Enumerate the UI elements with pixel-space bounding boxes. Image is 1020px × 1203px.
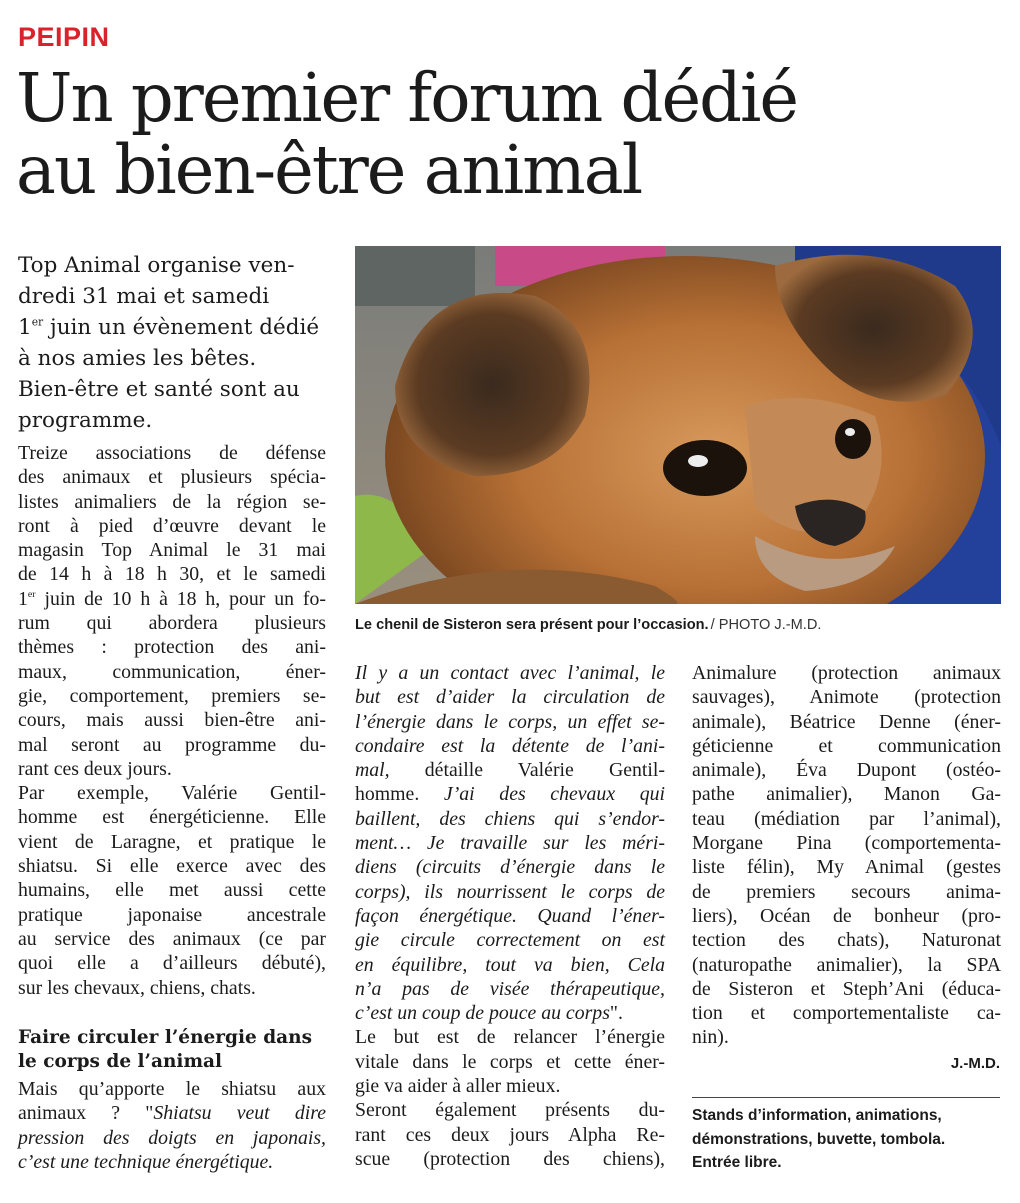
intro-line-rest: un évènement dédié	[98, 315, 320, 340]
body-line: de 14 h à 18 h 30, et le samedi	[18, 563, 326, 586]
body-line: vitale dans le corps et cette éner-	[355, 1050, 665, 1073]
quote-line: pression des doigts en japonais,	[18, 1126, 326, 1149]
body-line: maux, communication, éner-	[18, 660, 326, 683]
body-line	[355, 758, 665, 782]
photo-caption	[355, 617, 1001, 633]
date-month: juin	[50, 315, 92, 340]
body-line-rest: juin de 10 h à 18 h, pour un fo-	[44, 587, 326, 610]
body-line: animale), Béatrice Denne (éner-	[692, 710, 1001, 733]
body-line: ront à pied d’œuvre devant le	[18, 514, 326, 537]
body-line: quoi elle a d’ailleurs débuté),	[18, 952, 326, 975]
date-day: 1	[18, 587, 28, 610]
date-ordinal: er	[27, 588, 36, 600]
quote-line: but est d’aider la circulation de	[355, 686, 665, 709]
body-line: de premiers secours anima-	[692, 880, 1001, 903]
quote-line: n’a pas de visée thérapeutique,	[355, 977, 665, 1000]
body-line-roman: homme.	[355, 783, 444, 806]
quote-line: ment… Je travaille sur les méri-	[355, 832, 665, 855]
body-line: homme est énergéticienne. Elle	[18, 806, 326, 829]
body-column-3	[692, 661, 1001, 1050]
author-signature: J.-M.D.	[950, 1055, 1000, 1072]
quote-italic: mal,	[355, 759, 390, 782]
quote-italic: Shiatsu veut dire	[153, 1102, 326, 1125]
intro-line: Bien-être et santé sont au	[18, 377, 300, 402]
subheading	[18, 1026, 328, 1074]
quote-line: baillent, des chiens qui s’endor-	[355, 807, 665, 830]
body-line: pathe animalier), Manon Ga-	[692, 783, 1001, 806]
info-line: Stands d’information, animations,	[692, 1107, 942, 1124]
body-line: pratique japonaise ancestrale	[18, 903, 326, 926]
date-day: 1	[18, 315, 32, 340]
quote-line: gie circule correctement on est	[355, 929, 665, 952]
caption-text: Le chenil de Sisteron sera présent pour l’occasion.	[355, 617, 709, 633]
body-line	[355, 1001, 665, 1025]
intro-line: à nos amies les bêtes.	[18, 346, 257, 371]
body-line: nin).	[692, 1026, 729, 1049]
body-line: rant ces deux jours.	[18, 757, 172, 780]
body-line: listes animaliers de la région se-	[18, 490, 326, 513]
body-line: vient de Laragne, et pratique le	[18, 830, 326, 853]
body-line: gie va aider à aller mieux.	[355, 1075, 561, 1098]
body-line-roman: détaille Valérie Gentil-	[389, 759, 665, 782]
quote-line: diens (circuits d’énergie dans le	[355, 856, 665, 879]
body-line: shiatsu. Si elle exerce avec des	[18, 855, 326, 878]
body-column-1	[18, 441, 326, 1000]
practical-info-box	[692, 1104, 1002, 1175]
body-line: gie, comportement, premiers se-	[18, 684, 326, 707]
body-line: liers), Océan de bonheur (pro-	[692, 904, 1001, 927]
body-line: mal seront au programme du-	[18, 733, 326, 756]
headline-line: au bien-être animal	[16, 131, 642, 209]
body-line: cours, mais aussi bien-être ani-	[18, 709, 326, 732]
body-line: géticienne et communication	[692, 734, 1001, 757]
body-line: Morgane Pina (comportementa-	[692, 832, 1001, 855]
body-line: Mais qu’apporte le shiatsu aux	[18, 1078, 326, 1100]
body-line	[18, 1101, 326, 1125]
body-line: (naturopathe animalier), la SPA	[692, 953, 1001, 976]
quote-line: c’est une technique énergétique.	[18, 1150, 274, 1173]
body-line	[355, 782, 665, 806]
body-line: thèmes : protection des ani-	[18, 636, 326, 659]
body-line: rant ces deux jours Alpha Re-	[355, 1123, 665, 1146]
intro-paragraph	[18, 250, 330, 436]
dog-photo	[355, 246, 1001, 604]
body-line: au service des animaux (ce par	[18, 927, 326, 950]
intro-line: Top Animal organise ven-	[18, 253, 295, 278]
quote-line: condaire est la détente de l’ani-	[355, 734, 665, 757]
intro-line: programme.	[18, 408, 153, 433]
body-line: sur les chevaux, chiens, chats.	[18, 976, 256, 999]
body-line: humains, elle met aussi cette	[18, 879, 326, 902]
quote-line: en équilibre, tout va bien, Cela	[355, 953, 665, 976]
quote-line: façon énergétique. Quand l’éner-	[355, 904, 665, 927]
info-line: Entrée libre.	[692, 1154, 782, 1171]
headline	[16, 59, 1006, 209]
body-line: liste félin), My Animal (gestes	[692, 856, 1001, 879]
body-line: animale), Éva Dupont (ostéo-	[692, 759, 1001, 782]
chihuahua-dog-image	[355, 246, 1001, 604]
section-kicker: PEIPIN	[18, 22, 110, 52]
body-line: de Sisteron et Steph’Ani (éduca-	[692, 977, 1001, 1000]
body-line: Le but est de relancer l’énergie	[355, 1026, 665, 1049]
subheading-line: Faire circuler l’énergie dans	[18, 1027, 313, 1048]
intro-line: dredi 31 mai et samedi	[18, 284, 270, 309]
body-line: rum qui abordera plusieurs	[18, 612, 326, 635]
quote-line: l’énergie dans le corps, un effet se-	[355, 710, 665, 733]
body-column-2	[355, 661, 665, 1171]
date-ordinal: er	[31, 315, 44, 329]
body-line: magasin Top Animal le 31 mai	[18, 539, 326, 562]
quote-line: corps), ils nourrissent le corps de	[355, 880, 665, 903]
body-line-roman: animaux ? "	[18, 1102, 154, 1125]
body-line: teau (médiation par l’animal),	[692, 807, 1001, 830]
quote-italic: J’ai des chevaux qui	[443, 783, 665, 806]
body-line	[18, 587, 326, 611]
body-line: scue (protection des chiens),	[355, 1147, 665, 1170]
photo-credit: / PHOTO J.-M.D.	[710, 617, 822, 633]
quote-line: Il y a un contact avec l’animal, le	[355, 662, 665, 684]
intro-line	[18, 312, 330, 343]
headline-line: Un premier forum dédié	[16, 59, 798, 137]
body-column-1-continued	[18, 1077, 326, 1174]
body-line: Par exemple, Valérie Gentil-	[18, 782, 326, 805]
body-line: Seront également présents du-	[355, 1099, 665, 1122]
info-line: démonstrations, buvette, tombola.	[692, 1130, 946, 1148]
body-line: tection des chats), Naturonat	[692, 929, 1001, 952]
body-line: tion et comportementaliste ca-	[692, 1002, 1001, 1025]
divider	[692, 1097, 1000, 1098]
body-line: des animaux et plusieurs spécia-	[18, 466, 326, 489]
quote-italic: c’est un coup de pouce au corps	[355, 1002, 610, 1025]
body-line: Animalure (protection animaux	[692, 662, 1001, 684]
body-line: Treize associations de défense	[18, 442, 326, 464]
body-line-roman: ".	[609, 1002, 623, 1025]
subheading-line: le corps de l’animal	[18, 1051, 223, 1072]
body-line: sauvages), Animote (protection	[692, 686, 1001, 709]
